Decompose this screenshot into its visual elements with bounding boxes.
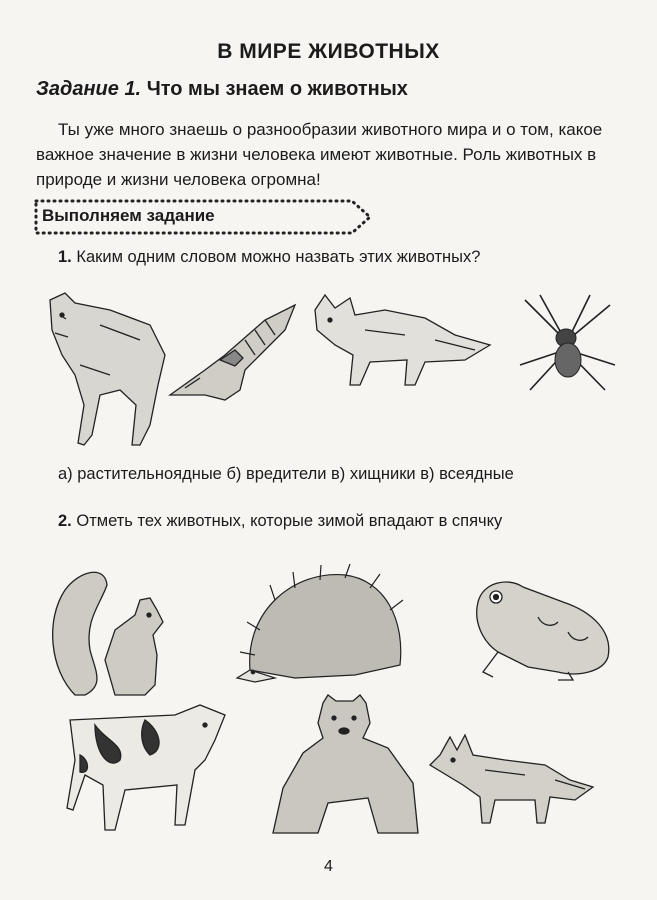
bear-illustration: [268, 693, 423, 838]
wolf-illustration: [40, 285, 175, 455]
task-title: Что мы знаем о животных: [146, 78, 408, 100]
task-heading: [36, 78, 408, 101]
hedgehog-illustration: [235, 560, 410, 685]
squirrel-illustration: [45, 560, 175, 700]
question-1-answer-options: а) растительноядные б) вредители в) хищники в) всеядные: [58, 465, 514, 483]
task-label: Задание 1.: [36, 78, 142, 100]
question-1-text: Каким одним словом можно назвать этих животных?: [76, 248, 481, 266]
frog-illustration: [468, 572, 618, 682]
fox-illustration: [425, 725, 595, 825]
section-title: В МИРЕ ЖИВОТНЫХ: [217, 40, 440, 63]
question-2-text: Отметь тех животных, которые зимой впадают в спячку: [76, 512, 503, 530]
question-1-number: 1.: [58, 248, 72, 266]
question-2: [58, 512, 502, 531]
eagle-illustration: [165, 300, 305, 410]
spider-illustration: [510, 290, 620, 400]
arctic-fox-illustration: [305, 290, 495, 390]
question-2-number: 2.: [58, 512, 72, 530]
page-number: 4: [324, 858, 333, 875]
intro-paragraph: Ты уже много знаешь о разнообразии животного мира и о том, какое важное значение в жизни человека имеют животные. Роль животных в природе и жизни человека огромна!: [36, 120, 603, 189]
question-1: [58, 248, 480, 267]
cow-illustration: [65, 700, 230, 835]
task-banner-label: Выполняем задание: [42, 206, 215, 225]
